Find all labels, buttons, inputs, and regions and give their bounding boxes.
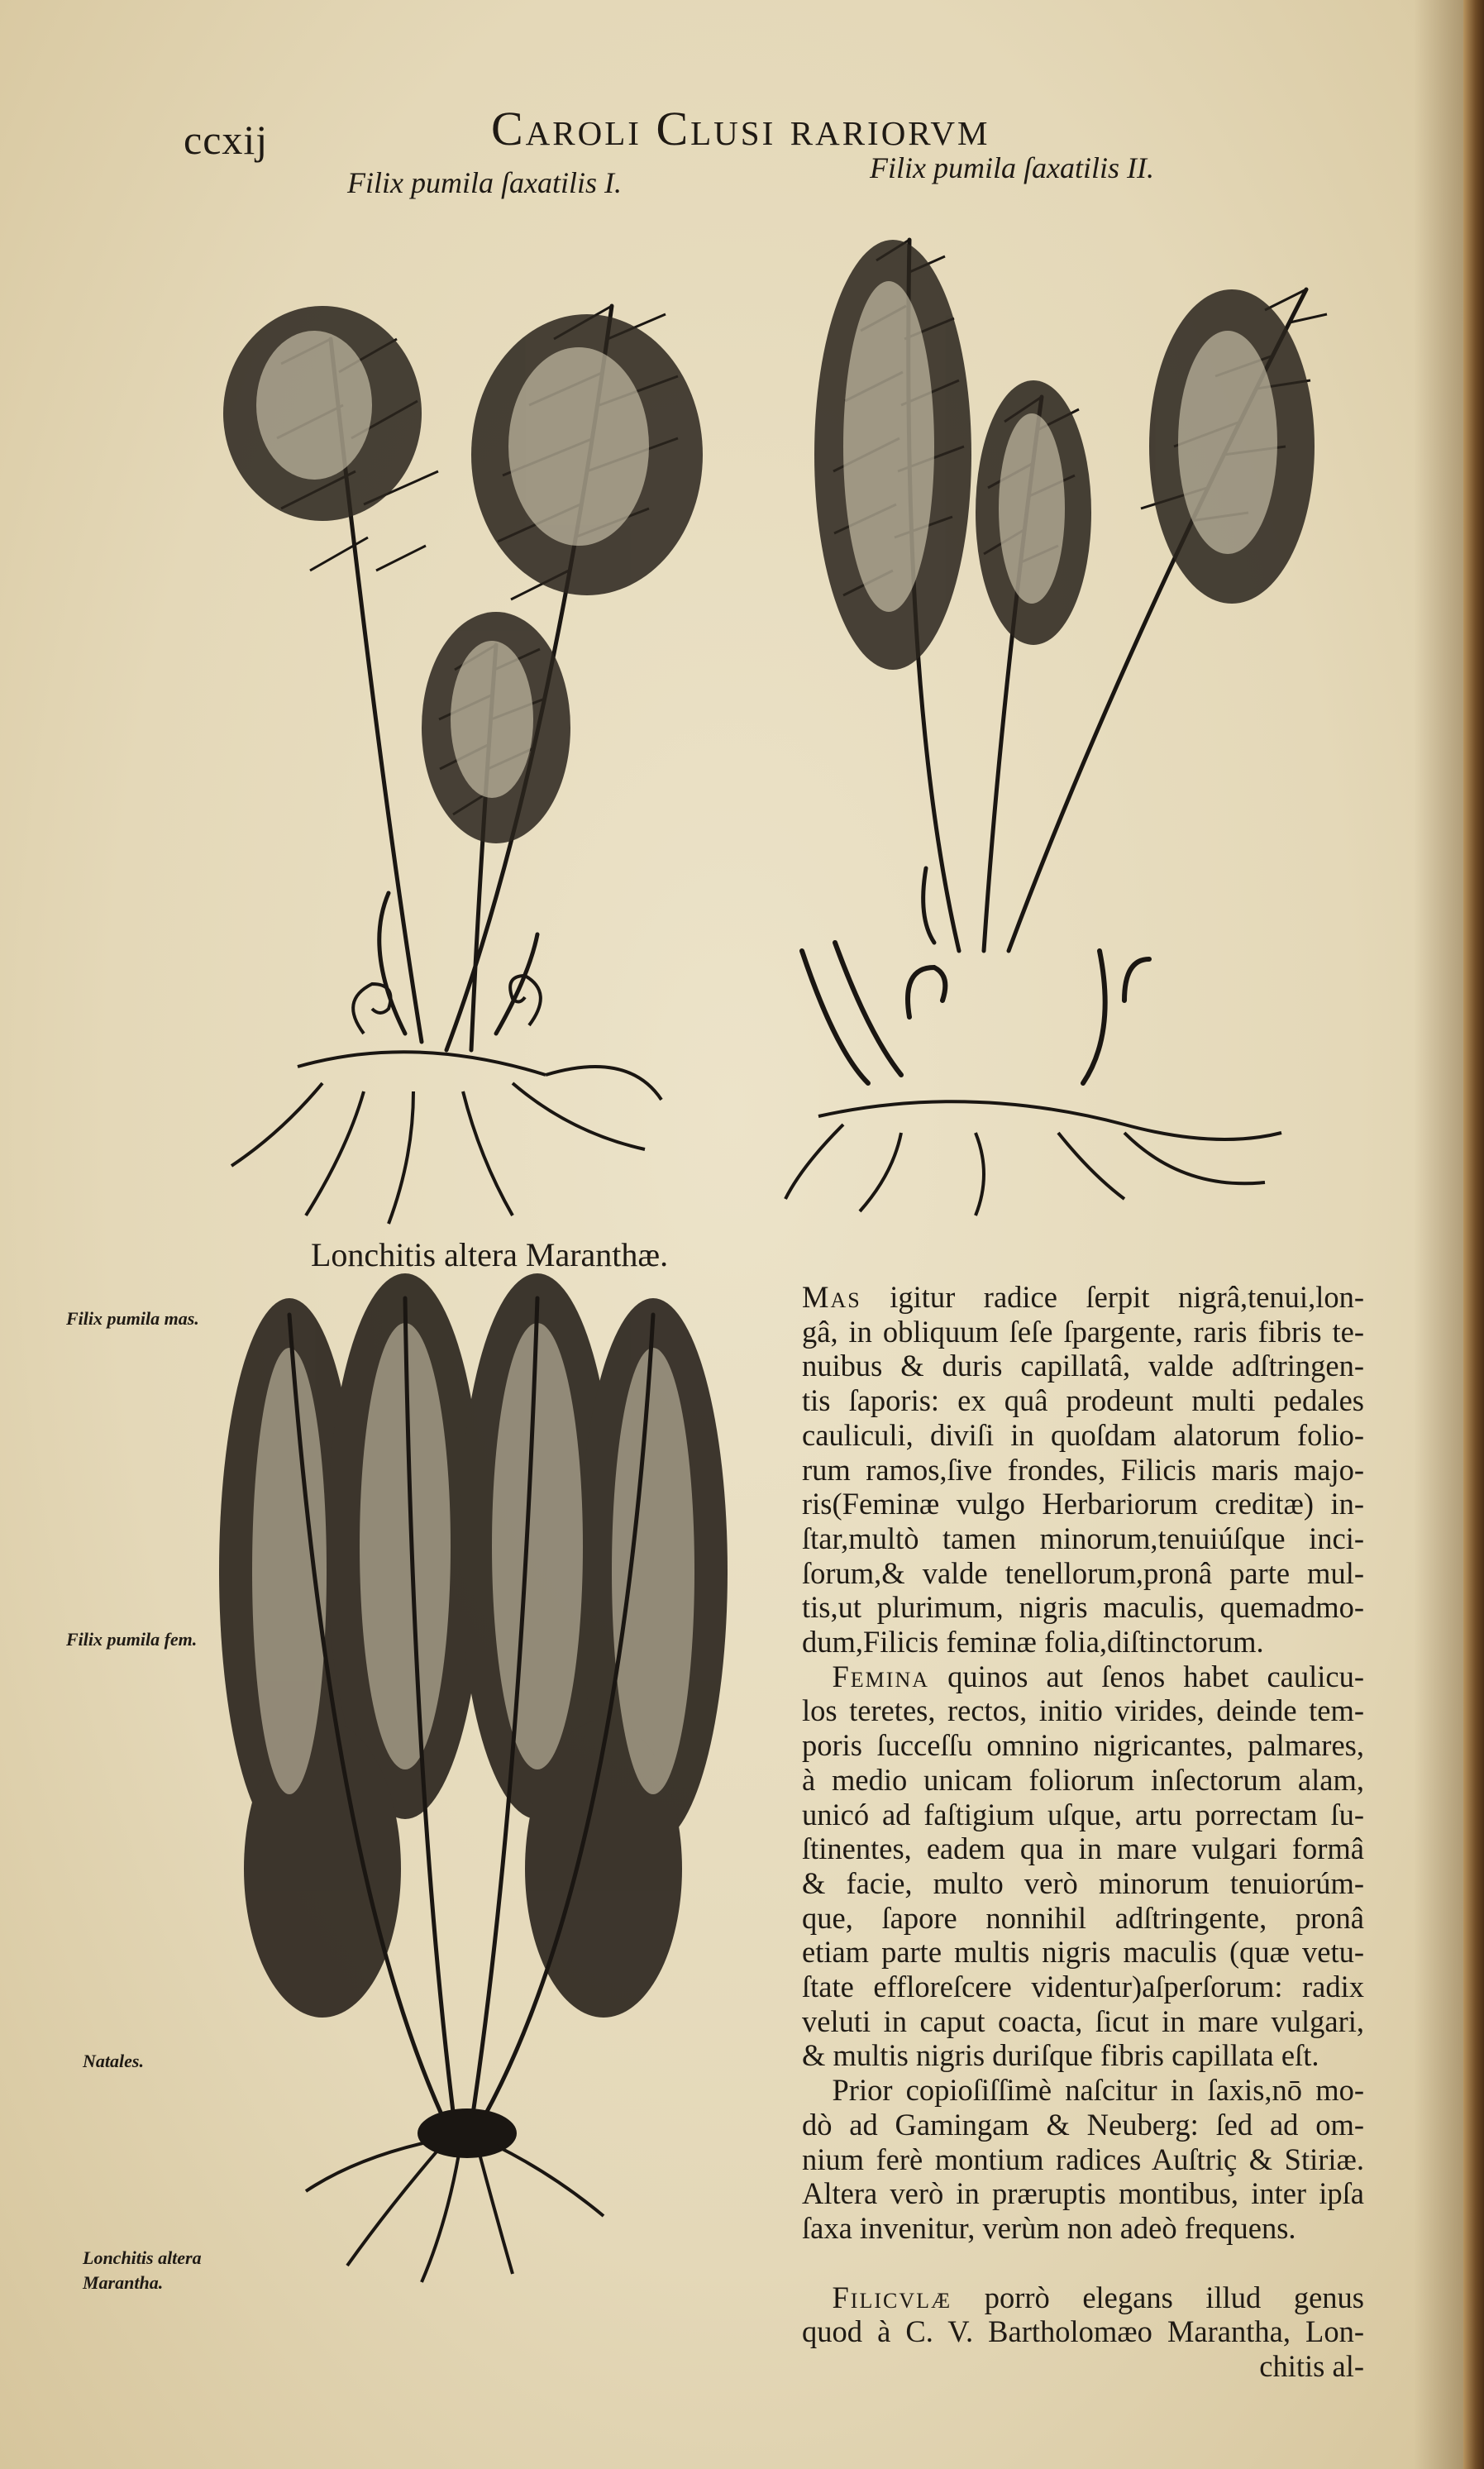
text-line: Altera verò in præruptis montibus, inter ipſa bbox=[802, 2176, 1364, 2211]
text-line: tis,ut plurimum, nigris maculis, quemadmo- bbox=[802, 1590, 1364, 1625]
text-line: ſtinentes, eadem qua in mare vulgari formâ bbox=[802, 1831, 1364, 1866]
text-line: Prior copioſiſſimè naſcitur in ſaxis,nō mo- bbox=[832, 2073, 1364, 2108]
text-line: & facie, multo verò minorum tenuiorúm- bbox=[802, 1865, 1364, 1900]
fern-woodcut-3 bbox=[207, 1298, 744, 2290]
figure-caption-2: Filix pumila ſaxatilis II. bbox=[870, 151, 1154, 184]
text-line: ſorum,& valde tenellorum,pronâ parte mul- bbox=[802, 1555, 1364, 1590]
lead-word-filiculae: Filicvlæ bbox=[832, 2280, 952, 2314]
text-line: quod à C. V. Bartholomæo Marantha, Lon- bbox=[802, 2314, 1364, 2349]
text-line: quinos aut ſenos habet caulicu- bbox=[929, 1659, 1364, 1693]
text-line: ris(Feminæ vulgo Herbariorum creditæ) in- bbox=[802, 1487, 1364, 1521]
text-line: ſtate effloreſcere videntur)aſperſorum: radix bbox=[802, 1970, 1364, 2004]
page-edge-shadow bbox=[1414, 0, 1463, 2469]
paragraph-natales bbox=[802, 2073, 1364, 2246]
text-line: chitis al- bbox=[1259, 2349, 1364, 2384]
folio-number: ccxij bbox=[184, 117, 269, 163]
text-line: poris ſucceſſu omnino nigricantes, palmares, bbox=[802, 1728, 1364, 1763]
paragraph-femina bbox=[802, 1660, 1364, 2073]
running-title: Caroli Clusi rariorvm bbox=[491, 102, 990, 155]
text-line: nium ferè montium radices Auſtriç & Stiriæ. bbox=[802, 2142, 1364, 2176]
margin-note-3: Natales. bbox=[83, 2051, 144, 2071]
lead-word-femina: Femina bbox=[832, 1659, 930, 1693]
paragraph-filiculae bbox=[802, 2280, 1364, 2384]
text-line: & multis nigris duriſque fibris capillata eſt. bbox=[802, 2038, 1319, 2073]
text-line: dum,Filicis feminæ folia,diſtinctorum. bbox=[802, 1625, 1264, 1660]
text-line: tis ſaporis: ex quâ prodeunt multi pedales bbox=[802, 1383, 1364, 1418]
fern-woodcut-1 bbox=[198, 207, 769, 1240]
text-line: etiam parte multis nigris maculis (quæ vetu- bbox=[802, 1935, 1364, 1970]
text-line: dò ad Gamingam & Neuberg: ſed ad om- bbox=[802, 2107, 1364, 2142]
text-line: cauliculi, diviſi in quoſdam alatorum folio- bbox=[802, 1417, 1364, 1452]
text-line: ſaxa invenitur, verùm non adeò frequens. bbox=[802, 2210, 1296, 2245]
lead-word-mas: Mas bbox=[802, 1280, 861, 1314]
fern-woodcut-2 bbox=[769, 207, 1331, 1224]
text-line: unicó ad faſtigium uſque, artu porrectam ſu- bbox=[802, 1797, 1364, 1831]
text-line: veluti in caput coacta, ſicut in mare vulgari, bbox=[802, 2003, 1364, 2038]
text-line: los teretes, rectos, initio virides, deinde tem- bbox=[802, 1693, 1364, 1728]
text-line: gâ, in obliquum ſeſe ſpargente, raris fibris te- bbox=[802, 1314, 1364, 1349]
text-line: à medio unicam foliorum inſectorum alam, bbox=[802, 1762, 1364, 1797]
adjacent-page-edge bbox=[1463, 0, 1484, 2469]
text-line: nuibus & duris capillatâ, valde adſtringen- bbox=[802, 1349, 1364, 1383]
margin-note-1: Filix pumila mas. bbox=[66, 1308, 199, 1329]
text-line: rum ramos,ſive frondes, Filicis maris majo- bbox=[802, 1452, 1364, 1487]
main-text-column bbox=[802, 1280, 1364, 2384]
text-line: que, ſapore nonnihil adſtringente, pronâ bbox=[802, 1900, 1364, 1935]
figure-caption-3: Lonchitis altera Maranthæ. bbox=[311, 1236, 669, 1273]
paragraph-mas bbox=[802, 1280, 1364, 1660]
text-line: igitur radice ſerpit nigrâ,tenui,lon- bbox=[861, 1280, 1364, 1314]
margin-note-4: Lonchitis altera Marantha. bbox=[83, 2247, 202, 2293]
figure-caption-1: Filix pumila ſaxatilis I. bbox=[347, 166, 622, 199]
margin-note-2: Filix pumila fem. bbox=[66, 1629, 198, 1650]
text-line: porrò elegans illud genus bbox=[952, 2280, 1364, 2314]
text-line: ſtar,multò tamen minorum,tenuiúſque inci- bbox=[802, 1521, 1364, 1555]
